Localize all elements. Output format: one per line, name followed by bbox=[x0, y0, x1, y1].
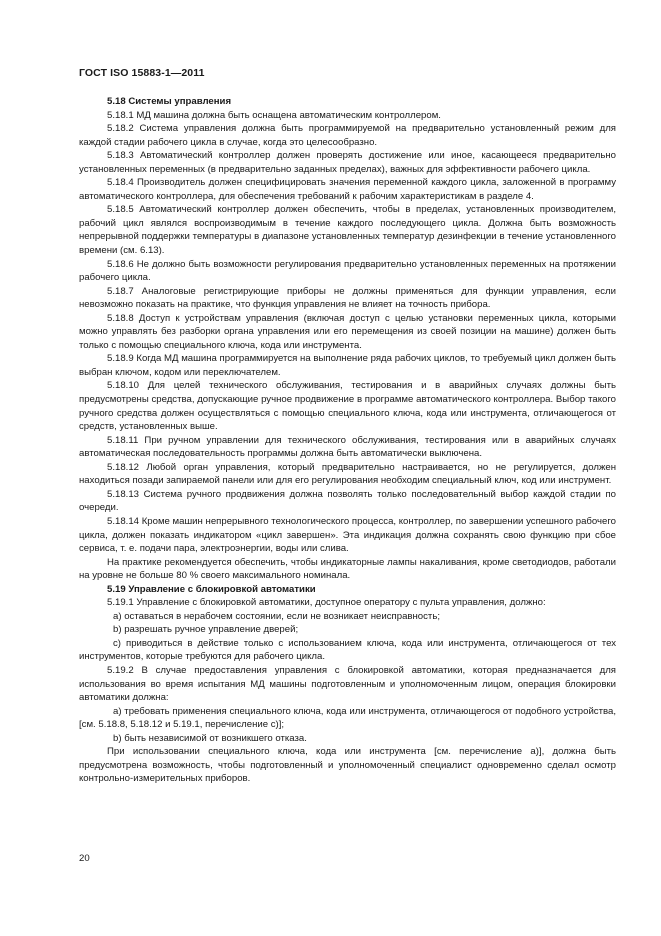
paragraph-5-18-8: 5.18.8 Доступ к устройствам управления (включая доступ с целью установки переменных цикла, которыми можно управлять без разборки органа управления или его перемещения из своей позиции на машине) должен быть только с помощью специального ключа, кода или инструмента. bbox=[79, 312, 616, 351]
paragraph-practice-note: На практике рекомендуется обеспечить, чтобы индикаторные лампы накаливания, кроме светодиодов, работали на уровне не больше 80 % своего максимального номинала. bbox=[79, 556, 616, 582]
paragraph-5-18-7: 5.18.7 Аналоговые регистрирующие приборы не должны применяться для функции управления, если невозможно показать на практике, что функция управления не влияет на точность прибора. bbox=[79, 285, 616, 311]
paragraph-5-19-2: 5.19.2 В случае предоставления управления с блокировкой автоматики, которая предназначается для использования во время испытания МД машины подготовленным и уполномоченным лицом, операция блокировки автоматики должна: bbox=[79, 664, 616, 704]
section-heading-5-18: 5.18 Системы управления bbox=[107, 96, 232, 107]
paragraph-5-18-9: 5.18.9 Когда МД машина программируется на выполнение ряда рабочих циклов, то требуемый цикл должен быть выбран ключом, кодом или переключателем. bbox=[79, 353, 616, 378]
paragraph-5-18-12: 5.18.12 Любой орган управления, который предварительно настраивается, но не регулируется, должен находиться позади запираемой панели или для его регулирования необходим специальный ключ, код или инструмент. bbox=[79, 461, 616, 487]
list-item-5-19-2-a: a) требовать применения специального ключа, кода или инструмента, отличающегося от подобного устройства, [см. 5.18.8, 5.18.12 и 5.19.1, перечисление с)]; bbox=[79, 705, 616, 731]
paragraph-closing: При использовании специального ключа, кода или инструмента [см. перечисление а)], должна быть предусмотрена возможность, чтобы подготовленный и уполномоченный специалист одновременно сделал осмотр контрольно-измерительных приборов. bbox=[79, 746, 616, 785]
paragraph-5-19-1: 5.19.1 Управление с блокировкой автоматики, доступное оператору с пульта управления, должно: bbox=[107, 597, 546, 609]
page-number: 20 bbox=[79, 853, 90, 864]
paragraph-5-18-11: 5.18.11 При ручном управлении для технического обслуживания, тестирования или в аварийных случаях автоматическая последовательность программы должна быть автоматически выключена. bbox=[79, 434, 616, 460]
paragraph-5-18-3: 5.18.3 Автоматический контроллер должен проверять достижение или иное, касающееся предварительно установленных переменных (в предварительно заданных пределах), важных для эффективности рабочего цикла. bbox=[79, 150, 616, 175]
paragraph-5-18-5: 5.18.5 Автоматический контроллер должен обеспечить, чтобы в пределах, установленных производителем, рабочий цикл являлся воспроизводимым в течение каждого последующего цикла. Должна быть возможность непрерывной поддержки температуры в диапазоне установленных температур дезинфекции в течение установленного времени (см. 6.13). bbox=[79, 204, 616, 257]
paragraph-5-18-1: 5.18.1 МД машина должна быть оснащена автоматическим контроллером. bbox=[107, 109, 441, 121]
list-item-5-19-1-b: b) разрешать ручное управление дверей; bbox=[113, 624, 299, 636]
list-item-5-19-2-b: b) быть независимой от возникшего отказа. bbox=[113, 732, 307, 744]
list-item-5-19-1-c: c) приводиться в действие только с использованием ключа, кода или инструмента, отличающегося от тех инструментов, которые требуются для рабочего цикла. bbox=[79, 637, 616, 663]
paragraph-5-18-2: 5.18.2 Система управления должна быть программируемой на предварительно установленный режим для каждой стадии рабочего цикла в случае, когда это целесообразно. bbox=[79, 123, 616, 148]
paragraph-5-18-14: 5.18.14 Кроме машин непрерывного технологического процесса, контроллер, по завершении успешного рабочего цикла, должен показать индикатором «цикл завершен». Эта индикация должна сохранять свою функцию при сбое сервиса, т. е. подачи пара, электроэнергии, воды или слива. bbox=[79, 515, 616, 555]
paragraph-5-18-10: 5.18.10 Для целей технического обслуживания, тестирования и в аварийных случаях должны быть предусмотрены средства, допускающие ручное продвижение в программе автоматического контроллера. Выбор такого ручного средства должен осуществляться с помощью специального ключа, кода или инструмента, отличающегося от средств, установленных выше. bbox=[79, 380, 616, 433]
document-header: ГОСТ ISO 15883-1—2011 bbox=[79, 67, 205, 79]
section-heading-5-19: 5.19 Управление с блокировкой автоматики bbox=[107, 583, 316, 595]
paragraph-5-18-4: 5.18.4 Производитель должен специфицировать значения переменной каждого цикла, заложенной в программу автоматического контроллера, для обеспечения требований к рабочим характеристикам в разделе 4. bbox=[79, 177, 616, 202]
list-item-5-19-1-a: a) оставаться в нерабочем состоянии, если не возникает неисправность; bbox=[113, 610, 440, 622]
paragraph-5-18-13: 5.18.13 Система ручного продвижения должна позволять только последовательный выбор каждой стадии по очереди. bbox=[79, 488, 616, 514]
document-body bbox=[79, 95, 616, 786]
paragraph-5-18-6: 5.18.6 Не должно быть возможности регулирования предварительно установленных переменных на протяжении рабочего цикла. bbox=[79, 258, 616, 284]
